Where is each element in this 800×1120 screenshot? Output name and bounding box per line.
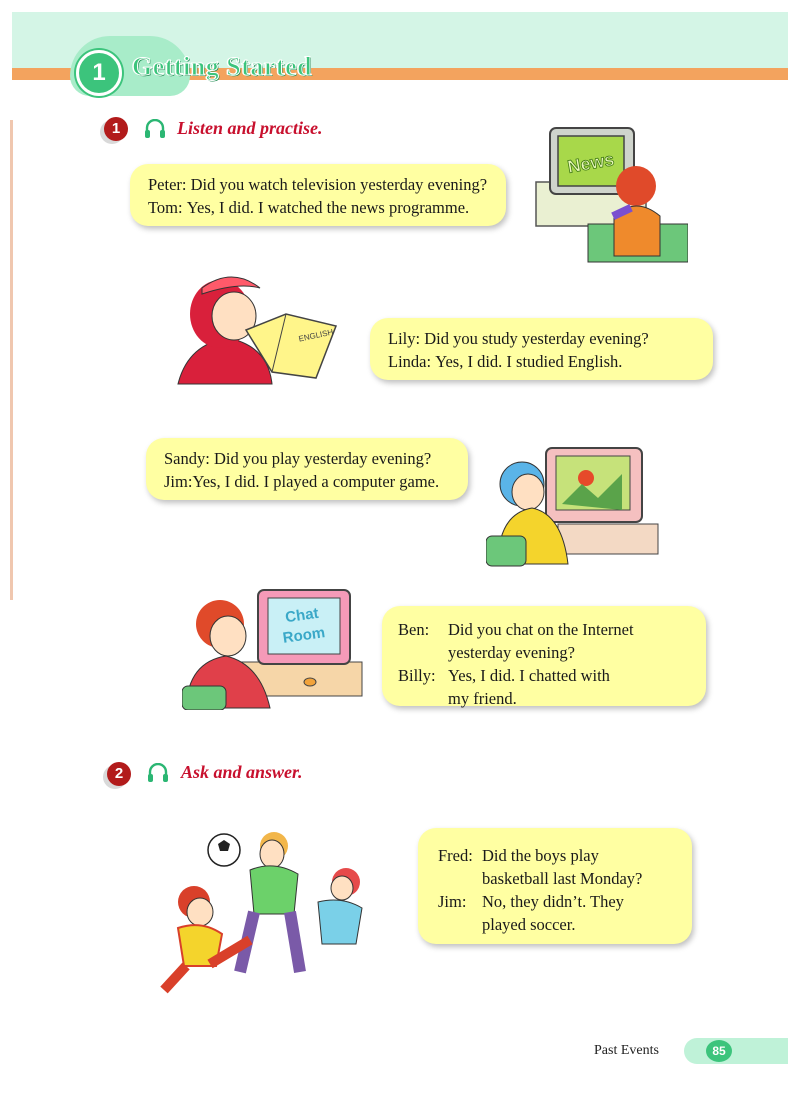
speaker-name: Linda: — [388, 352, 432, 371]
section-1-title: Listen and practise. — [177, 118, 323, 138]
book-cover-label: ENGLISH — [297, 327, 335, 344]
dialogue-bubble-1 — [130, 164, 506, 226]
speaker-name: Billy: — [398, 666, 436, 685]
dialogue-text: No, they didn’t. They played soccer. — [482, 892, 624, 934]
dialogue-line — [438, 890, 692, 936]
soccer-illustration — [150, 826, 382, 998]
chat-room-illustration — [182, 586, 364, 710]
speaker-name: Ben: — [398, 620, 430, 639]
computer-game-illustration — [486, 444, 662, 568]
page-number-pill — [684, 1038, 788, 1064]
speaker-name: Peter: — [148, 175, 187, 194]
dialogue-text: Yes, I did. I played a computer game. — [192, 472, 440, 491]
dialogue-line — [388, 350, 713, 373]
chapter-label: Past Events — [594, 1043, 659, 1058]
page-number: 85 — [706, 1040, 732, 1062]
dialogue-line — [148, 196, 506, 219]
dialogue-bubble-4 — [382, 606, 706, 706]
dialogue-text: Did you watch television yesterday evening? — [190, 175, 488, 194]
dialogue-line — [388, 327, 713, 350]
dialogue-line — [398, 664, 706, 710]
dialogue-line — [438, 844, 692, 890]
dialogue-bubble-2 — [370, 318, 713, 380]
section-2-title: Ask and answer. — [181, 762, 303, 782]
dialogue-bubble-5 — [418, 828, 692, 944]
unit-number-badge: 1 — [76, 50, 122, 96]
speaker-name: Lily: — [388, 329, 421, 348]
dialogue-text: Yes, I did. I chatted with my friend. — [448, 666, 610, 708]
speaker-name: Tom: — [148, 198, 183, 217]
headphones-icon — [144, 119, 166, 139]
girl-reading-illustration — [176, 266, 352, 390]
dialogue-bubble-3 — [146, 438, 468, 500]
chat-screen-label-2: Room — [281, 624, 327, 647]
dialogue-text: Yes, I did. I watched the news programme. — [186, 198, 470, 217]
speaker-name: Jim: — [164, 472, 193, 491]
section-1-number: 1 — [104, 117, 128, 141]
page-title: Getting Started — [132, 52, 313, 81]
headphones-icon — [147, 763, 169, 783]
speaker-name: Fred: — [438, 846, 473, 865]
speaker-name: Sandy: — [164, 449, 210, 468]
dialogue-line — [398, 618, 706, 664]
dialogue-text: Did you study yesterday evening? — [424, 329, 649, 348]
tv-screen-label: News — [565, 149, 616, 177]
dialogue-text: Yes, I did. I studied English. — [435, 352, 623, 371]
section-2-number: 2 — [107, 762, 131, 786]
dialogue-text: Did you play yesterday evening? — [213, 449, 432, 468]
speaker-name: Jim: — [438, 892, 467, 911]
dialogue-text: Did the boys play basketball last Monday? — [482, 846, 643, 888]
dialogue-line — [164, 470, 468, 493]
page-edge-mark — [10, 120, 13, 600]
chat-screen-label-1: Chat — [284, 604, 320, 627]
dialogue-line — [148, 173, 506, 196]
dialogue-text: Did you chat on the Internet yesterday evening? — [448, 620, 634, 662]
dialogue-line — [164, 447, 468, 470]
tv-news-illustration — [532, 124, 688, 264]
